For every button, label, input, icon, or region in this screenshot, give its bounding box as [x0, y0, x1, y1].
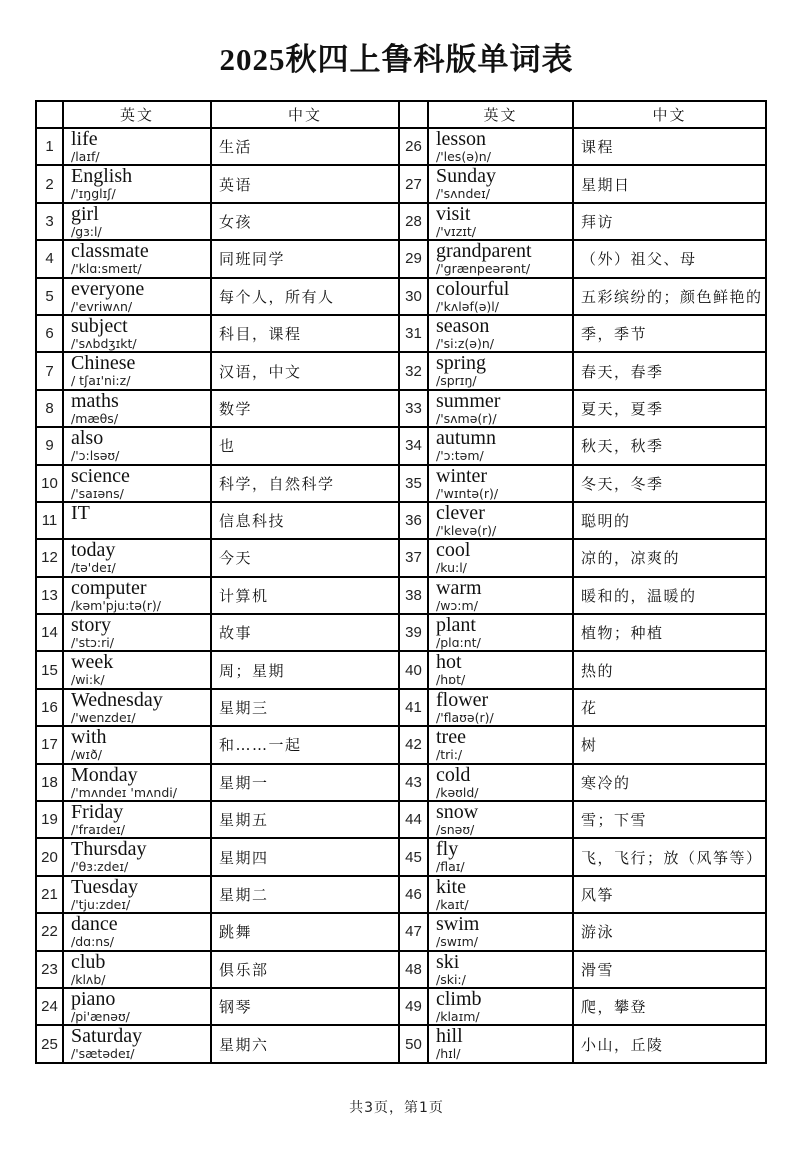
header-english-right: 英文: [428, 101, 573, 128]
english-word: with: [71, 726, 107, 749]
english-word: Thursday: [71, 838, 147, 861]
chinese-meaning-cell: 树: [573, 726, 766, 763]
english-cell: [428, 651, 573, 688]
chinese-meaning-cell: 星期四: [211, 838, 399, 875]
english-word: IT: [71, 501, 90, 524]
english-word: Saturday: [71, 1025, 143, 1048]
chinese-meaning-cell: 爬，攀登: [573, 988, 766, 1025]
row-number: 9: [36, 427, 63, 464]
table-row: [36, 203, 766, 240]
table-row: [36, 315, 766, 352]
row-number: 40: [399, 651, 428, 688]
english-word: piano: [71, 987, 116, 1010]
english-word: Tuesday: [71, 875, 139, 898]
phonetic-transcription: /plɑ:nt/: [436, 635, 481, 651]
english-cell: [428, 988, 573, 1025]
chinese-meaning-cell: 寒冷的: [573, 764, 766, 801]
english-cell: [63, 128, 211, 165]
row-number: 27: [399, 165, 428, 202]
english-word: colourful: [436, 277, 510, 300]
chinese-meaning-cell: 每个人，所有人: [211, 278, 399, 315]
phonetic-transcription: /ski:/: [436, 971, 466, 987]
chinese-meaning-cell: 滑雪: [573, 951, 766, 988]
chinese-meaning-cell: 星期五: [211, 801, 399, 838]
phonetic-transcription: /wɔ:m/: [436, 597, 478, 613]
chinese-meaning-cell: 跳舞: [211, 913, 399, 950]
table-row: [36, 951, 766, 988]
page-footer: 共3页，第1页: [349, 1099, 444, 1116]
phonetic-transcription: /wɪð/: [71, 747, 102, 763]
chinese-meaning-cell: 聪明的: [573, 502, 766, 539]
english-word: hill: [436, 1025, 463, 1048]
phonetic-transcription: /'tju:zdeɪ/: [71, 896, 131, 912]
row-number: 50: [399, 1025, 428, 1062]
chinese-meaning-cell: 汉语，中文: [211, 352, 399, 389]
table-row: [36, 988, 766, 1025]
english-cell: [63, 465, 211, 502]
phonetic-transcription: /tə'deɪ/: [71, 560, 116, 576]
english-word: science: [71, 464, 130, 487]
chinese-meaning-cell: 小山，丘陵: [573, 1025, 766, 1062]
phonetic-transcription: /kəʊld/: [436, 784, 479, 800]
row-number: 22: [36, 913, 63, 950]
phonetic-transcription: /'wenzdeɪ/: [71, 709, 136, 725]
english-word: swim: [436, 913, 480, 936]
english-cell: [428, 352, 573, 389]
chinese-meaning-cell: 季，季节: [573, 315, 766, 352]
english-cell: [63, 951, 211, 988]
chinese-meaning-cell: 星期日: [573, 165, 766, 202]
english-cell: [428, 539, 573, 576]
table-row: [36, 651, 766, 688]
chinese-meaning-cell: 英语: [211, 165, 399, 202]
row-number: 16: [36, 689, 63, 726]
chinese-meaning-cell: 夏天，夏季: [573, 390, 766, 427]
table-row: [36, 689, 766, 726]
phonetic-transcription: /'fraɪdeɪ/: [71, 822, 125, 838]
row-number: 23: [36, 951, 63, 988]
english-word: maths: [71, 389, 119, 412]
phonetic-transcription: /'saɪəns/: [71, 485, 124, 501]
phonetic-transcription: /'sʌndeɪ/: [436, 186, 490, 202]
english-word: also: [71, 427, 104, 450]
table-row: [36, 427, 766, 464]
english-cell: [428, 689, 573, 726]
row-number: 26: [399, 128, 428, 165]
chinese-meaning-cell: 信息科技: [211, 502, 399, 539]
english-word: subject: [71, 314, 128, 337]
english-cell: [63, 689, 211, 726]
english-word: Wednesday: [71, 688, 163, 711]
table-row: [36, 278, 766, 315]
english-cell: [63, 651, 211, 688]
phonetic-transcription: /hɪl/: [436, 1046, 461, 1062]
english-word: story: [71, 614, 111, 637]
table-row: [36, 352, 766, 389]
row-number: 46: [399, 876, 428, 913]
table-row: [36, 539, 766, 576]
row-number: 19: [36, 801, 63, 838]
row-number: 36: [399, 502, 428, 539]
row-number: 29: [399, 240, 428, 277]
phonetic-transcription: /sprɪŋ/: [436, 373, 477, 389]
row-number: 48: [399, 951, 428, 988]
chinese-meaning-cell: 也: [211, 427, 399, 464]
row-number: 13: [36, 577, 63, 614]
english-cell: [428, 315, 573, 352]
row-number: 41: [399, 689, 428, 726]
phonetic-transcription: /snəʊ/: [436, 822, 475, 838]
phonetic-transcription: /kaɪt/: [436, 896, 469, 912]
phonetic-transcription: /'evriwʌn/: [71, 298, 133, 314]
row-number: 24: [36, 988, 63, 1025]
row-number: 2: [36, 165, 63, 202]
phonetic-transcription: /'les(ə)n/: [436, 149, 491, 164]
phonetic-transcription: /ku:l/: [436, 560, 467, 576]
chinese-meaning-cell: 周；星期: [211, 651, 399, 688]
english-word: climb: [436, 987, 482, 1010]
chinese-meaning-cell: 生活: [211, 128, 399, 165]
row-number: 6: [36, 315, 63, 352]
row-number: 21: [36, 876, 63, 913]
chinese-meaning-cell: 科目，课程: [211, 315, 399, 352]
header-number-blank-left: [36, 101, 63, 128]
english-word: fly: [436, 838, 459, 861]
english-cell: [428, 1025, 573, 1062]
phonetic-transcription: /'sʌbdʒɪkt/: [71, 335, 137, 351]
english-cell: [63, 203, 211, 240]
english-word: tree: [436, 726, 466, 749]
row-number: 25: [36, 1025, 63, 1062]
english-word: Friday: [71, 801, 124, 824]
english-cell: [428, 913, 573, 950]
english-cell: [63, 577, 211, 614]
english-word: grandparent: [436, 240, 532, 263]
row-number: 49: [399, 988, 428, 1025]
english-cell: [428, 502, 573, 539]
phonetic-transcription: /klaɪm/: [436, 1008, 480, 1024]
phonetic-transcription: /'ɪŋglɪʃ/: [71, 186, 116, 202]
english-word: everyone: [71, 277, 145, 300]
row-number: 11: [36, 502, 63, 539]
chinese-meaning-cell: 秋天，秋季: [573, 427, 766, 464]
chinese-meaning-cell: 星期一: [211, 764, 399, 801]
english-cell: [63, 801, 211, 838]
phonetic-transcription: /kəm'pju:tə(r)/: [71, 597, 161, 613]
row-number: 5: [36, 278, 63, 315]
header-number-blank-right: [399, 101, 428, 128]
row-number: 38: [399, 577, 428, 614]
table-row: [36, 801, 766, 838]
chinese-meaning-cell: 飞，飞行；放（风筝等）: [573, 838, 766, 875]
chinese-meaning-cell: 和……一起: [211, 726, 399, 763]
row-number: 10: [36, 465, 63, 502]
row-number: 42: [399, 726, 428, 763]
english-cell: [428, 726, 573, 763]
chinese-meaning-cell: 热的: [573, 651, 766, 688]
table-row: [36, 1025, 766, 1062]
english-cell: [428, 838, 573, 875]
phonetic-transcription: /klʌb/: [71, 971, 106, 987]
phonetic-transcription: /dɑ:ns/: [71, 934, 114, 950]
header-english-left: 英文: [63, 101, 211, 128]
phonetic-transcription: /'θɜ:zdeɪ/: [71, 859, 129, 875]
english-cell: [428, 128, 573, 165]
chinese-meaning-cell: 雪；下雪: [573, 801, 766, 838]
row-number: 35: [399, 465, 428, 502]
english-cell: [428, 465, 573, 502]
phonetic-transcription: /'ɔ:təm/: [436, 448, 484, 464]
english-word: flower: [436, 688, 489, 711]
table-row: [36, 465, 766, 502]
row-number: 43: [399, 764, 428, 801]
chinese-meaning-cell: 星期六: [211, 1025, 399, 1062]
document-page: [0, 34, 793, 1156]
english-word: lesson: [436, 128, 486, 150]
chinese-meaning-cell: 女孩: [211, 203, 399, 240]
row-number: 12: [36, 539, 63, 576]
phonetic-transcription: /'grænpeərənt/: [436, 261, 531, 277]
english-cell: [428, 764, 573, 801]
chinese-meaning-cell: 故事: [211, 614, 399, 651]
row-number: 30: [399, 278, 428, 315]
english-cell: [63, 614, 211, 651]
chinese-meaning-cell: 科学，自然科学: [211, 465, 399, 502]
english-word: summer: [436, 389, 501, 412]
table-row: [36, 240, 766, 277]
english-cell: [428, 614, 573, 651]
english-word: clever: [436, 501, 485, 524]
row-number: 18: [36, 764, 63, 801]
english-word: visit: [436, 202, 471, 225]
row-number: 44: [399, 801, 428, 838]
row-number: 37: [399, 539, 428, 576]
phonetic-transcription: /'flaʊə(r)/: [436, 709, 494, 725]
chinese-meaning-cell: 冬天，冬季: [573, 465, 766, 502]
english-word: dance: [71, 913, 118, 936]
english-word: warm: [436, 576, 482, 599]
row-number: 33: [399, 390, 428, 427]
phonetic-transcription: /laɪf/: [71, 149, 100, 164]
phonetic-transcription: /tri:/: [436, 747, 463, 763]
phonetic-transcription: / tʃaɪ'ni:z/: [71, 373, 131, 389]
row-number: 1: [36, 128, 63, 165]
chinese-meaning-cell: 课程: [573, 128, 766, 165]
english-word: ski: [436, 950, 460, 973]
table-header-row: [36, 101, 766, 128]
english-cell: [428, 390, 573, 427]
chinese-meaning-cell: 同班同学: [211, 240, 399, 277]
chinese-meaning-cell: 俱乐部: [211, 951, 399, 988]
row-number: 31: [399, 315, 428, 352]
english-word: cool: [436, 539, 471, 562]
chinese-meaning-cell: 暖和的，温暖的: [573, 577, 766, 614]
english-cell: [63, 988, 211, 1025]
phonetic-transcription: /'wɪntə(r)/: [436, 485, 499, 501]
table-row: [36, 913, 766, 950]
english-cell: [428, 801, 573, 838]
table-row: [36, 614, 766, 651]
english-cell: [428, 240, 573, 277]
english-word: spring: [436, 352, 486, 375]
english-cell: [63, 876, 211, 913]
english-cell: [63, 240, 211, 277]
chinese-meaning-cell: 今天: [211, 539, 399, 576]
english-cell: [63, 315, 211, 352]
page-title: 2025秋四上鲁科版单词表: [219, 42, 574, 77]
chinese-meaning-cell: 数学: [211, 390, 399, 427]
english-word: club: [71, 950, 106, 973]
row-number: 8: [36, 390, 63, 427]
chinese-meaning-cell: 植物；种植: [573, 614, 766, 651]
english-cell: [63, 427, 211, 464]
english-word: classmate: [71, 240, 149, 263]
phonetic-transcription: /'klevə(r)/: [436, 522, 497, 538]
chinese-meaning-cell: 凉的，凉爽的: [573, 539, 766, 576]
english-word: week: [71, 651, 114, 674]
chinese-meaning-cell: 风筝: [573, 876, 766, 913]
chinese-meaning-cell: （外）祖父、母: [573, 240, 766, 277]
row-number: 15: [36, 651, 63, 688]
row-number: 32: [399, 352, 428, 389]
english-word: winter: [436, 464, 488, 487]
english-word: computer: [71, 576, 147, 599]
header-chinese-right: 中文: [573, 101, 766, 128]
english-word: autumn: [436, 427, 496, 450]
english-cell: [63, 539, 211, 576]
english-word: Chinese: [71, 352, 136, 375]
table-row: [36, 838, 766, 875]
english-word: today: [71, 539, 116, 562]
table-row: [36, 128, 766, 165]
header-chinese-left: 中文: [211, 101, 399, 128]
vocab-table: [35, 100, 767, 1064]
english-word: life: [71, 128, 98, 150]
chinese-meaning-cell: 游泳: [573, 913, 766, 950]
english-cell: [63, 913, 211, 950]
english-word: Sunday: [436, 165, 496, 188]
english-word: season: [436, 314, 490, 337]
chinese-meaning-cell: 计算机: [211, 577, 399, 614]
phonetic-transcription: /'sʌmə(r)/: [436, 410, 497, 426]
english-cell: [428, 278, 573, 315]
table-row: [36, 876, 766, 913]
english-word: snow: [436, 801, 479, 824]
row-number: 7: [36, 352, 63, 389]
english-cell: [428, 427, 573, 464]
phonetic-transcription: /mæθs/: [71, 410, 119, 426]
table-row: [36, 502, 766, 539]
phonetic-transcription: /'klɑ:smeɪt/: [71, 261, 142, 277]
row-number: 39: [399, 614, 428, 651]
phonetic-transcription: /wi:k/: [71, 672, 105, 688]
english-word: girl: [71, 202, 99, 225]
chinese-meaning-cell: 花: [573, 689, 766, 726]
phonetic-transcription: /pi'ænəʊ/: [71, 1008, 130, 1024]
english-cell: [428, 876, 573, 913]
row-number: 47: [399, 913, 428, 950]
table-row: [36, 577, 766, 614]
english-word: kite: [436, 875, 466, 898]
phonetic-transcription: /hɒt/: [436, 672, 466, 688]
english-cell: [428, 577, 573, 614]
table-row: [36, 165, 766, 202]
chinese-meaning-cell: 五彩缤纷的；颜色鲜艳的: [573, 278, 766, 315]
table-row: [36, 764, 766, 801]
english-cell: [63, 764, 211, 801]
phonetic-transcription: /'sætədeɪ/: [71, 1046, 135, 1062]
row-number: 17: [36, 726, 63, 763]
table-body: [36, 128, 766, 1063]
table-row: [36, 726, 766, 763]
english-word: hot: [436, 651, 462, 674]
english-cell: [428, 951, 573, 988]
chinese-meaning-cell: 星期二: [211, 876, 399, 913]
row-number: 3: [36, 203, 63, 240]
row-number: 45: [399, 838, 428, 875]
english-word: cold: [436, 763, 471, 786]
english-cell: [63, 278, 211, 315]
chinese-meaning-cell: 钢琴: [211, 988, 399, 1025]
english-cell: [63, 1025, 211, 1062]
english-cell: [63, 838, 211, 875]
row-number: 4: [36, 240, 63, 277]
table-row: [36, 390, 766, 427]
english-cell: [63, 726, 211, 763]
phonetic-transcription: /'kʌləf(ə)l/: [436, 298, 499, 314]
chinese-meaning-cell: 春天，春季: [573, 352, 766, 389]
row-number: 34: [399, 427, 428, 464]
chinese-meaning-cell: 星期三: [211, 689, 399, 726]
phonetic-transcription: /gɜ:l/: [71, 223, 102, 239]
row-number: 28: [399, 203, 428, 240]
row-number: 20: [36, 838, 63, 875]
english-cell: [63, 390, 211, 427]
english-cell: [428, 165, 573, 202]
row-number: 14: [36, 614, 63, 651]
english-cell: [428, 203, 573, 240]
english-cell: [63, 165, 211, 202]
english-cell: [63, 352, 211, 389]
phonetic-transcription: /'vɪzɪt/: [436, 223, 477, 239]
phonetic-transcription: /flaɪ/: [436, 859, 465, 875]
english-word: Monday: [71, 763, 138, 786]
english-word: plant: [436, 614, 476, 637]
phonetic-transcription: /'stɔ:ri/: [71, 635, 114, 651]
phonetic-transcription: /'si:z(ə)n/: [436, 335, 494, 351]
phonetic-transcription: /swɪm/: [436, 934, 478, 950]
chinese-meaning-cell: 拜访: [573, 203, 766, 240]
phonetic-transcription: /'mʌndeɪ 'mʌndi/: [71, 784, 177, 800]
english-word: English: [71, 165, 133, 188]
english-cell: [63, 502, 211, 539]
phonetic-transcription: /'ɔ:lsəʊ/: [71, 448, 120, 464]
